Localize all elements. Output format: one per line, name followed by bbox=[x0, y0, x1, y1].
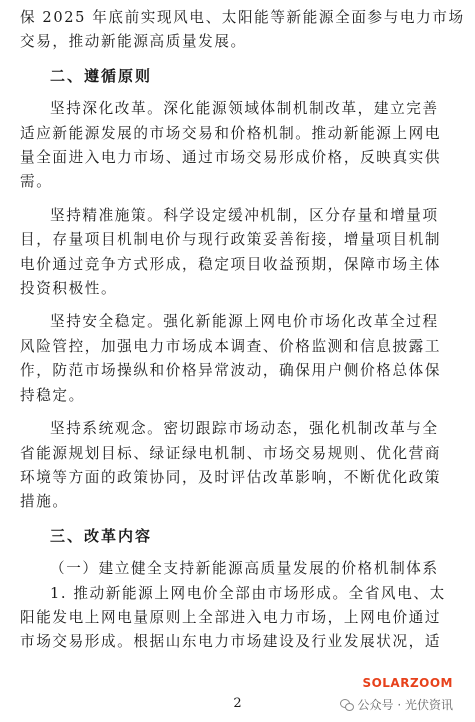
body-line: 阳能发电上网电量原则上全部进入电力市场，上网电价通过 bbox=[20, 608, 442, 626]
watermark-caption-text: 公众号 · 光伏资讯 bbox=[357, 698, 453, 712]
document-body bbox=[20, 6, 465, 655]
body-line: 风险管控，加强电力市场成本调查、价格监测和信息披露工 bbox=[20, 337, 442, 355]
body-line: 市场交易形成。根据山东电力市场建设及行业发展状况，适 bbox=[20, 633, 442, 651]
body-line: 持稳定。 bbox=[20, 386, 85, 404]
body-line: 投资积极性。 bbox=[20, 280, 118, 298]
body-line: 环境等方面的政策协同，及时评估改革影响，不断优化政策 bbox=[20, 468, 442, 486]
body-line: 作，防范市场操纵和价格异常波动，确保用户侧价格总体保 bbox=[20, 362, 442, 380]
body-line: 适应新能源发展的市场交易和价格机制。推动新能源上网电 bbox=[20, 124, 442, 142]
section-heading: 三、改革内容 bbox=[50, 526, 153, 545]
body-line: 量全面进入电力市场、通过市场交易形成价格，反映真实供 bbox=[20, 149, 442, 167]
page-number: 2 bbox=[233, 696, 242, 711]
body-line: 坚持精准施策。科学设定缓冲机制，区分存量和增量项 bbox=[50, 206, 439, 224]
section-heading: 二、遵循原则 bbox=[50, 66, 153, 85]
watermark-logo: SOLARZOOM bbox=[362, 676, 453, 690]
body-line: 需。 bbox=[20, 173, 53, 191]
body-line: 省能源规划目标、绿证绿电机制、市场交易规则、优化营商 bbox=[20, 444, 442, 462]
subsection-heading: （一）建立健全支持新能源高质量发展的价格机制体系 bbox=[50, 560, 439, 578]
body-line: 坚持安全稳定。强化新能源上网电价市场化改革全过程 bbox=[50, 313, 439, 331]
body-line: 坚持深化改革。深化能源领域体制机制改革，建立完善 bbox=[50, 100, 439, 118]
watermark-caption bbox=[340, 696, 453, 713]
body-line: 交易，推动新能源高质量发展。 bbox=[20, 33, 247, 51]
wechat-icon bbox=[340, 699, 354, 710]
body-line: 措施。 bbox=[20, 493, 69, 511]
body-line: 1. 推动新能源上网电价全部由市场形成。全省风电、太 bbox=[50, 584, 446, 602]
body-line: 目，存量项目机制电价与现行政策妥善衔接，增量项目机制 bbox=[20, 231, 442, 249]
body-line: 保 2025 年底前实现风电、太阳能等新能源全面参与电力市场 bbox=[20, 9, 465, 26]
body-line: 坚持系统观念。密切跟踪市场动态，强化机制改革与全 bbox=[50, 420, 439, 438]
body-line: 电价通过竞争方式形成，稳定项目收益预期，保障市场主体 bbox=[20, 255, 442, 273]
